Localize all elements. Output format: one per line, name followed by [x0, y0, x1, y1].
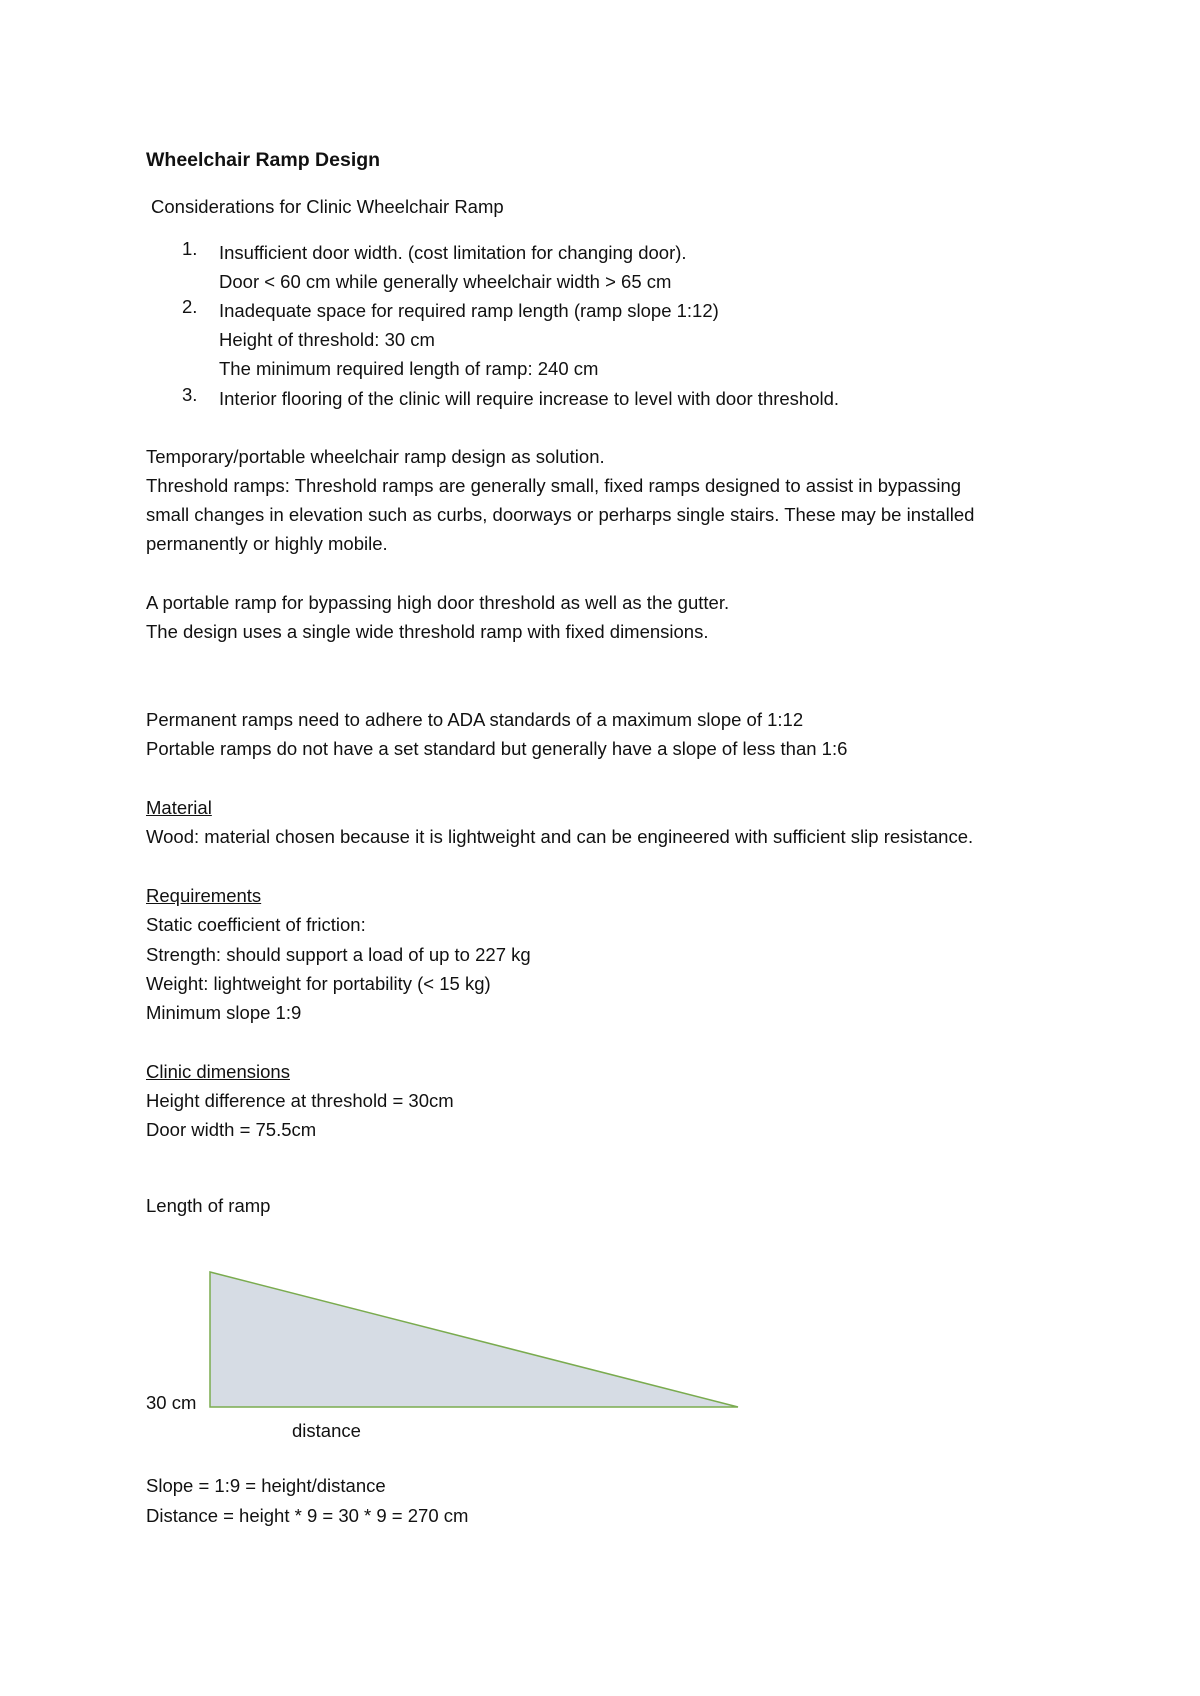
list-item-line: Inadequate space for required ramp length (ramp slope 1:12)	[219, 300, 719, 321]
list-item-line: Door < 60 cm while generally wheelchair width > 65 cm	[219, 271, 672, 292]
distance-label: distance	[292, 1420, 361, 1441]
formula-line: Distance = height * 9 = 30 * 9 = 270 cm	[146, 1505, 469, 1526]
list-number: 1.	[182, 238, 198, 259]
ramp-diagram	[200, 1258, 750, 1418]
material-text: Wood: material chosen because it is lightweight and can be engineered with sufficient slip resistance.	[146, 826, 974, 847]
formula-line: Slope = 1:9 = height/distance	[146, 1475, 386, 1496]
requirement-item: Static coefficient of friction:	[146, 914, 366, 935]
requirements-heading: Requirements	[146, 885, 262, 906]
document-title: Wheelchair Ramp Design	[146, 149, 381, 171]
list-item-line: Insufficient door width. (cost limitation for changing door).	[219, 242, 687, 263]
paragraph-line: Permanent ramps need to adhere to ADA standards of a maximum slope of 1:12	[146, 709, 804, 730]
paragraph-line: permanently or highly mobile.	[146, 533, 388, 554]
height-label: 30 cm	[146, 1392, 197, 1413]
paragraph-line: A portable ramp for bypassing high door threshold as well as the gutter.	[146, 592, 730, 613]
list-number: 3.	[182, 384, 198, 405]
subtitle: Considerations for Clinic Wheelchair Ramp	[151, 196, 504, 217]
ramp-triangle	[210, 1272, 738, 1407]
paragraph-line: Temporary/portable wheelchair ramp design as solution.	[146, 446, 605, 467]
list-number: 2.	[182, 296, 198, 317]
paragraph-line: Portable ramps do not have a set standard but generally have a slope of less than 1:6	[146, 738, 848, 759]
list-item-line: The minimum required length of ramp: 240 cm	[219, 358, 599, 379]
requirement-item: Weight: lightweight for portability (< 15 kg)	[146, 973, 491, 994]
paragraph-line: Threshold ramps: Threshold ramps are generally small, fixed ramps designed to assist in bypassing	[146, 475, 962, 496]
clinic-dimension-item: Door width = 75.5cm	[146, 1119, 317, 1140]
list-item-line: Height of threshold: 30 cm	[219, 329, 435, 350]
requirement-item: Minimum slope 1:9	[146, 1002, 302, 1023]
requirement-item: Strength: should support a load of up to 227 kg	[146, 944, 531, 965]
clinic-dimensions-heading: Clinic dimensions	[146, 1061, 290, 1082]
length-of-ramp-heading: Length of ramp	[146, 1195, 271, 1216]
clinic-dimension-item: Height difference at threshold = 30cm	[146, 1090, 454, 1111]
list-item-line: Interior flooring of the clinic will require increase to level with door threshold.	[219, 388, 840, 409]
material-heading: Material	[146, 797, 212, 818]
paragraph-line: The design uses a single wide threshold ramp with fixed dimensions.	[146, 621, 709, 642]
paragraph-line: small changes in elevation such as curbs, doorways or perharps single stairs. These may be installed	[146, 504, 975, 525]
